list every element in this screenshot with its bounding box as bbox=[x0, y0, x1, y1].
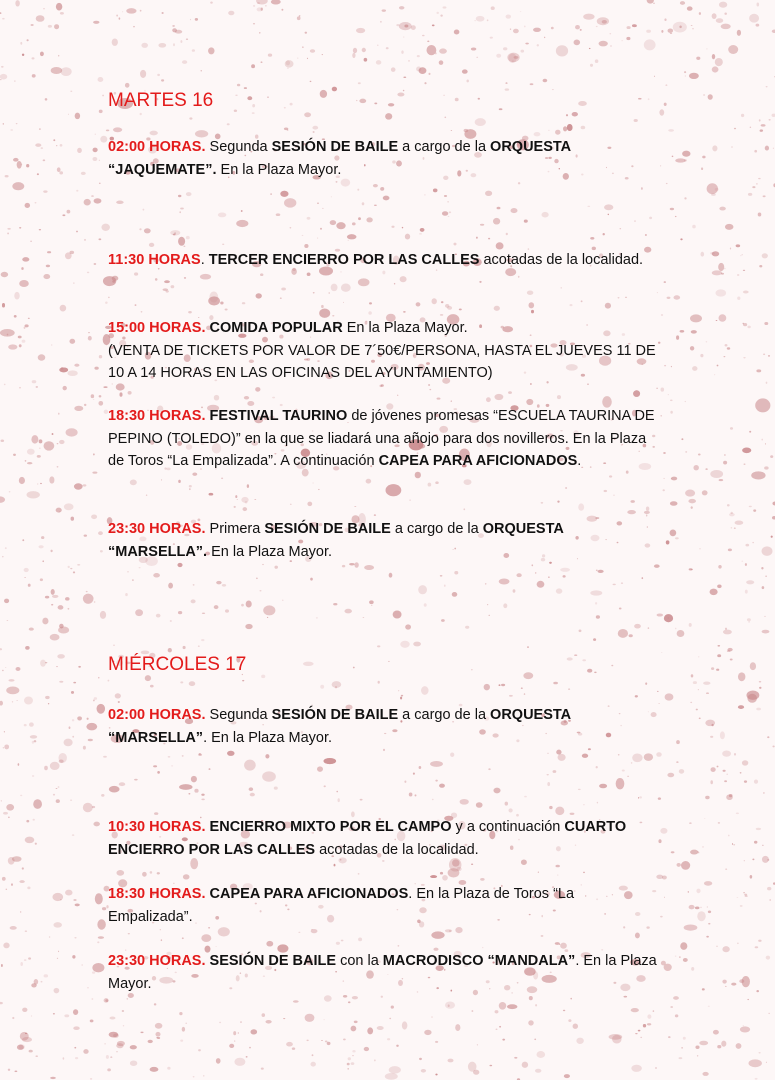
event-highlight: SESIÓN DE BAILE bbox=[209, 953, 337, 969]
event-highlight: SESIÓN DE BAILE bbox=[271, 139, 399, 155]
event-time: 15:00 HORAS. bbox=[108, 320, 206, 336]
event-martes-2330 bbox=[108, 518, 660, 563]
event-highlight: ENCIERRO MIXTO POR EL CAMPO bbox=[209, 819, 452, 835]
event-highlight: ORQUESTA “JAQUEMATE”. bbox=[108, 139, 571, 178]
event-martes-1500 bbox=[108, 317, 660, 385]
event-time: 18:30 HORAS. bbox=[108, 408, 206, 424]
event-time: 10:30 HORAS. bbox=[108, 819, 206, 835]
event-text: . En la Plaza Mayor. bbox=[203, 729, 333, 746]
event-text: acotadas de la localidad. bbox=[479, 252, 644, 268]
event-text: acotadas de la localidad. bbox=[315, 841, 479, 858]
event-highlight: MACRODISCO “MANDALA” bbox=[382, 953, 576, 969]
event-highlight: SESIÓN DE BAILE bbox=[264, 521, 391, 537]
event-text: a cargo de la bbox=[398, 139, 491, 155]
event-text: Segunda bbox=[205, 707, 272, 723]
event-text: . bbox=[200, 252, 209, 268]
event-highlight: CAPEA PARA AFICIONADOS bbox=[209, 886, 409, 902]
event-time: 02:00 HORAS. bbox=[108, 707, 206, 723]
event-text: En la Plaza Mayor. bbox=[342, 320, 468, 336]
event-miercoles-1030 bbox=[108, 816, 660, 861]
event-time: 23:30 HORAS. bbox=[108, 953, 206, 969]
event-time: 02:00 HORAS. bbox=[108, 139, 206, 155]
event-text: En la Plaza Mayor. bbox=[207, 543, 333, 560]
event-text: . bbox=[577, 453, 582, 469]
event-text: de jóvenes promesas “ESCUELA TAURINA DE PEPINO (TOLEDO)” en la que se liadará una añojo para dos novilleros. En la Plaza de Toros “La Empalizada”. A continuación bbox=[108, 408, 655, 469]
event-text: Primera bbox=[205, 521, 265, 537]
event-note: (VENTA DE TICKETS POR VALOR DE 7´50€/PERSONA, HASTA EL JUEVES 11 DE 10 A 14 HORAS EN LAS OFICINAS DEL AYUNTAMIENTO) bbox=[108, 342, 656, 381]
event-text: . En la Plaza de Toros “La Empalizada”. bbox=[108, 886, 575, 925]
event-time: 11:30 HORAS bbox=[108, 252, 201, 268]
event-highlight: COMIDA POPULAR bbox=[209, 320, 343, 336]
day-title-miercoles: MIÉRCOLES 17 bbox=[108, 654, 247, 675]
event-miercoles-1830 bbox=[108, 883, 660, 928]
event-text: . En la Plaza Mayor. bbox=[108, 953, 657, 992]
event-time: 23:30 HORAS. bbox=[108, 521, 206, 537]
event-martes-1830 bbox=[108, 405, 660, 473]
day-title-martes: MARTES 16 bbox=[108, 90, 214, 111]
event-text: con la bbox=[336, 953, 383, 969]
event-miercoles-2330 bbox=[108, 950, 660, 995]
event-text: y a continuación bbox=[451, 819, 565, 835]
event-text: En la Plaza Mayor. bbox=[216, 161, 342, 178]
event-highlight: SESIÓN DE BAILE bbox=[271, 707, 399, 723]
event-text: Segunda bbox=[205, 139, 272, 155]
event-martes-0200 bbox=[108, 136, 660, 181]
event-martes-1130 bbox=[108, 249, 660, 272]
event-highlight: CAPEA PARA AFICIONADOS bbox=[378, 453, 578, 469]
event-time: 18:30 HORAS. bbox=[108, 886, 206, 902]
event-highlight: ORQUESTA “MARSELLA” bbox=[108, 707, 571, 746]
event-highlight: TERCER ENCIERRO POR LAS CALLES bbox=[208, 252, 480, 268]
event-text: a cargo de la bbox=[390, 521, 483, 537]
event-highlight: ORQUESTA “MARSELLA”. bbox=[108, 521, 564, 560]
event-miercoles-0200 bbox=[108, 704, 660, 749]
event-text: a cargo de la bbox=[398, 707, 491, 723]
event-highlight: CUARTO ENCIERRO POR LAS CALLES bbox=[108, 819, 627, 858]
event-highlight: FESTIVAL TAURINO bbox=[209, 408, 348, 424]
